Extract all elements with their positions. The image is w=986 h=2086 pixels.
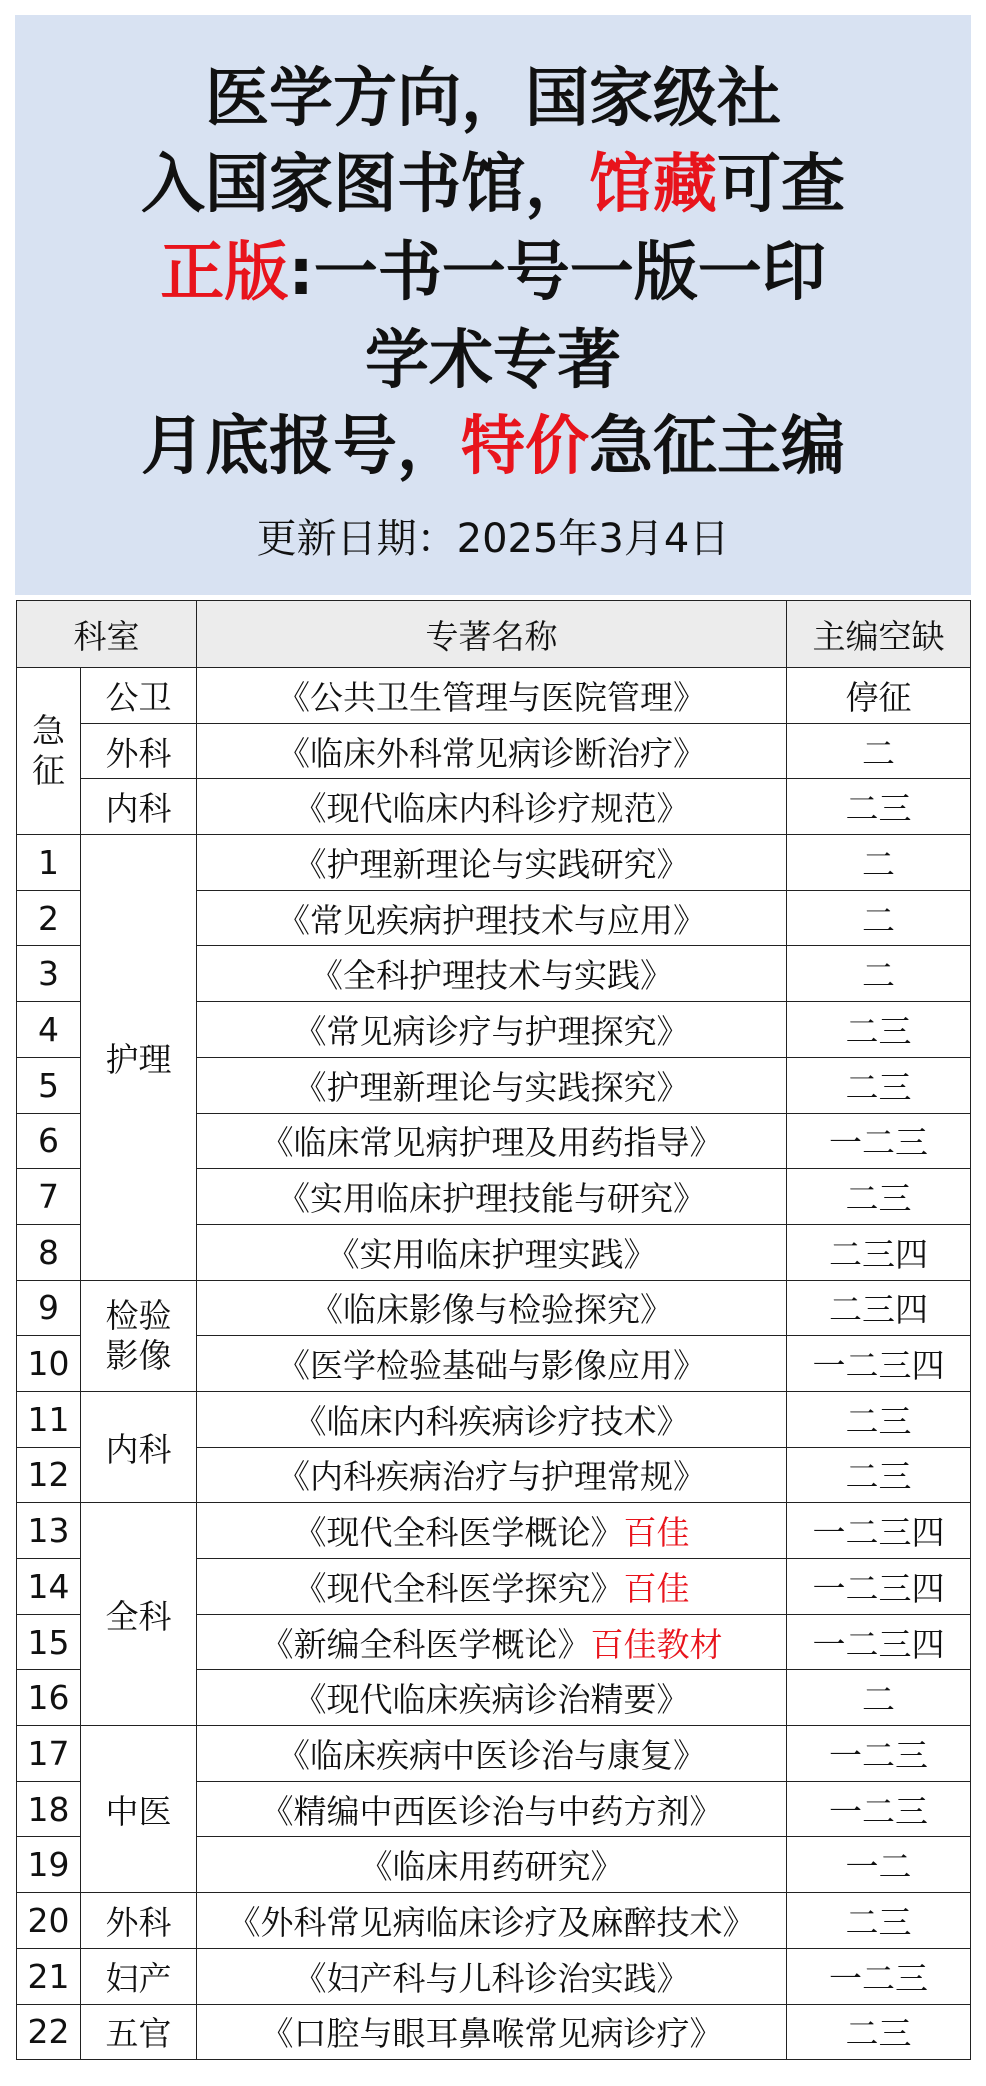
row-number: 20 bbox=[17, 1893, 81, 1949]
vacancy-cell: 一二三 bbox=[787, 1781, 971, 1837]
row-number: 3 bbox=[17, 946, 81, 1002]
urgent-label: 急 征 bbox=[17, 668, 81, 835]
vacancy-cell: 一二三四 bbox=[787, 1503, 971, 1559]
dept-group-tcm: 中医 bbox=[81, 1726, 197, 1893]
headline-highlight: 馆藏 bbox=[589, 148, 717, 222]
row-number: 14 bbox=[17, 1559, 81, 1615]
row-number: 1 bbox=[17, 835, 81, 891]
row-number: 6 bbox=[17, 1113, 81, 1169]
title-cell: 《临床内科疾病诊疗技术》 bbox=[197, 1391, 787, 1447]
vacancy-cell: 二 bbox=[787, 946, 971, 1002]
title-cell bbox=[197, 1559, 787, 1615]
title-cell: 《精编中西医诊治与中药方剂》 bbox=[197, 1781, 787, 1837]
vacancy-cell: 二 bbox=[787, 835, 971, 891]
title-cell: 《临床疾病中医诊治与康复》 bbox=[197, 1726, 787, 1782]
book-table bbox=[16, 600, 971, 2060]
headline-highlight: 特价 bbox=[461, 410, 589, 484]
dept-cell: 内科 bbox=[81, 779, 197, 835]
dept-group-lab-imaging bbox=[81, 1280, 197, 1391]
title-cell: 《实用临床护理技能与研究》 bbox=[197, 1169, 787, 1225]
headline-line-2 bbox=[15, 133, 971, 225]
headline-line-1: 医学方向，国家级社 bbox=[205, 62, 781, 136]
title-cell: 《内科疾病治疗与护理常规》 bbox=[197, 1447, 787, 1503]
dept-group-ent: 五官 bbox=[81, 2004, 197, 2060]
header-banner bbox=[15, 15, 971, 595]
vacancy-cell: 二三 bbox=[787, 1447, 971, 1503]
table-row bbox=[17, 668, 971, 724]
dept-group-general: 全科 bbox=[81, 1503, 197, 1726]
headline-text: :一书一号一版一印 bbox=[288, 236, 826, 310]
vacancy-cell: 二三 bbox=[787, 1893, 971, 1949]
table-row bbox=[17, 1391, 971, 1447]
dept-group-obgyn: 妇产 bbox=[81, 1948, 197, 2004]
vacancy-cell: 二 bbox=[787, 723, 971, 779]
headline-line-3 bbox=[15, 221, 971, 313]
row-number: 17 bbox=[17, 1726, 81, 1782]
table-row bbox=[17, 723, 971, 779]
row-number: 15 bbox=[17, 1614, 81, 1670]
vacancy-cell: 二三 bbox=[787, 1002, 971, 1058]
row-number: 16 bbox=[17, 1670, 81, 1726]
header-vacancy: 主编空缺 bbox=[787, 601, 971, 668]
title-cell: 《临床外科常见病诊断治疗》 bbox=[197, 723, 787, 779]
title-cell: 《全科护理技术与实践》 bbox=[197, 946, 787, 1002]
table-row bbox=[17, 1948, 971, 2004]
title-cell: 《妇产科与儿科诊治实践》 bbox=[197, 1948, 787, 2004]
title-text: 《现代全科医学概论》 bbox=[293, 1513, 624, 1553]
vacancy-cell: 一二三四 bbox=[787, 1614, 971, 1670]
headline-line-4: 学术专著 bbox=[365, 324, 621, 398]
vacancy-cell: 一二 bbox=[787, 1837, 971, 1893]
title-cell: 《外科常见病临床诊疗及麻醉技术》 bbox=[197, 1893, 787, 1949]
headline-text: 可查 bbox=[717, 148, 845, 222]
title-cell: 《常见病诊疗与护理探究》 bbox=[197, 1002, 787, 1058]
dept-cell: 公卫 bbox=[81, 668, 197, 724]
table-row bbox=[17, 1893, 971, 1949]
table-row bbox=[17, 779, 971, 835]
headline-highlight: 正版 bbox=[160, 236, 289, 310]
row-number: 10 bbox=[17, 1336, 81, 1392]
vacancy-cell: 二三四 bbox=[787, 1280, 971, 1336]
vacancy-cell: 二 bbox=[787, 890, 971, 946]
title-cell: 《护理新理论与实践研究》 bbox=[197, 835, 787, 891]
vacancy-cell: 二三 bbox=[787, 2004, 971, 2060]
dept-group-nursing: 护理 bbox=[81, 835, 197, 1281]
row-number: 11 bbox=[17, 1391, 81, 1447]
title-cell: 《公共卫生管理与医院管理》 bbox=[197, 668, 787, 724]
table-row bbox=[17, 1726, 971, 1782]
title-cell: 《临床影像与检验探究》 bbox=[197, 1280, 787, 1336]
row-number: 13 bbox=[17, 1503, 81, 1559]
title-cell bbox=[197, 1614, 787, 1670]
update-date: 更新日期：2025年3月4日 bbox=[256, 516, 730, 562]
title-cell: 《临床用药研究》 bbox=[197, 1837, 787, 1893]
row-number: 5 bbox=[17, 1057, 81, 1113]
dept-group-internal: 内科 bbox=[81, 1391, 197, 1502]
vacancy-cell: 二三 bbox=[787, 779, 971, 835]
vacancy-cell: 二三 bbox=[787, 1391, 971, 1447]
headline-text: 月底报号， bbox=[141, 410, 461, 484]
title-cell: 《现代临床疾病诊治精要》 bbox=[197, 1670, 787, 1726]
vacancy-cell: 一二三 bbox=[787, 1726, 971, 1782]
vacancy-cell: 二三 bbox=[787, 1057, 971, 1113]
table-row bbox=[17, 1503, 971, 1559]
row-number: 2 bbox=[17, 890, 81, 946]
title-cell: 《实用临床护理实践》 bbox=[197, 1224, 787, 1280]
title-cell: 《医学检验基础与影像应用》 bbox=[197, 1336, 787, 1392]
title-cell: 《现代临床内科诊疗规范》 bbox=[197, 779, 787, 835]
vacancy-cell: 二三 bbox=[787, 1169, 971, 1225]
row-number: 7 bbox=[17, 1169, 81, 1225]
headline-text: 急征主编 bbox=[589, 410, 845, 484]
row-number: 21 bbox=[17, 1948, 81, 2004]
note-badge: 百佳教材 bbox=[590, 1624, 723, 1664]
title-cell: 《护理新理论与实践探究》 bbox=[197, 1057, 787, 1113]
title-cell bbox=[197, 1503, 787, 1559]
vacancy-cell: 一二三四 bbox=[787, 1559, 971, 1615]
row-number: 19 bbox=[17, 1837, 81, 1893]
headline-text: 入国家图书馆， bbox=[141, 148, 589, 222]
vacancy-cell: 停征 bbox=[787, 668, 971, 724]
table-row bbox=[17, 1280, 971, 1336]
row-number: 18 bbox=[17, 1781, 81, 1837]
note-badge: 百佳 bbox=[623, 1568, 690, 1608]
row-number: 8 bbox=[17, 1224, 81, 1280]
dept-group-surgery: 外科 bbox=[81, 1893, 197, 1949]
title-cell: 《常见疾病护理技术与应用》 bbox=[197, 890, 787, 946]
title-cell: 《临床常见病护理及用药指导》 bbox=[197, 1113, 787, 1169]
title-text: 《新编全科医学概论》 bbox=[260, 1624, 591, 1664]
row-number: 12 bbox=[17, 1447, 81, 1503]
vacancy-cell: 一二三 bbox=[787, 1113, 971, 1169]
row-number: 4 bbox=[17, 1002, 81, 1058]
table-row bbox=[17, 835, 971, 891]
vacancy-cell: 二 bbox=[787, 1670, 971, 1726]
title-text: 《现代全科医学探究》 bbox=[293, 1568, 624, 1608]
header-title: 专著名称 bbox=[197, 601, 787, 668]
title-cell: 《口腔与眼耳鼻喉常见病诊疗》 bbox=[197, 2004, 787, 2060]
row-number: 22 bbox=[17, 2004, 81, 2060]
dept-cell: 外科 bbox=[81, 723, 197, 779]
note-badge: 百佳 bbox=[623, 1513, 690, 1553]
dept-label: 影像 bbox=[105, 1335, 172, 1375]
vacancy-cell: 一二三四 bbox=[787, 1336, 971, 1392]
table-header-row bbox=[17, 601, 971, 668]
table-row bbox=[17, 2004, 971, 2060]
header-dept: 科室 bbox=[17, 601, 197, 668]
headline-line-5 bbox=[15, 395, 971, 487]
vacancy-cell: 二三四 bbox=[787, 1224, 971, 1280]
row-number: 9 bbox=[17, 1280, 81, 1336]
vacancy-cell: 一二三 bbox=[787, 1948, 971, 2004]
dept-label: 检验 bbox=[105, 1295, 172, 1335]
